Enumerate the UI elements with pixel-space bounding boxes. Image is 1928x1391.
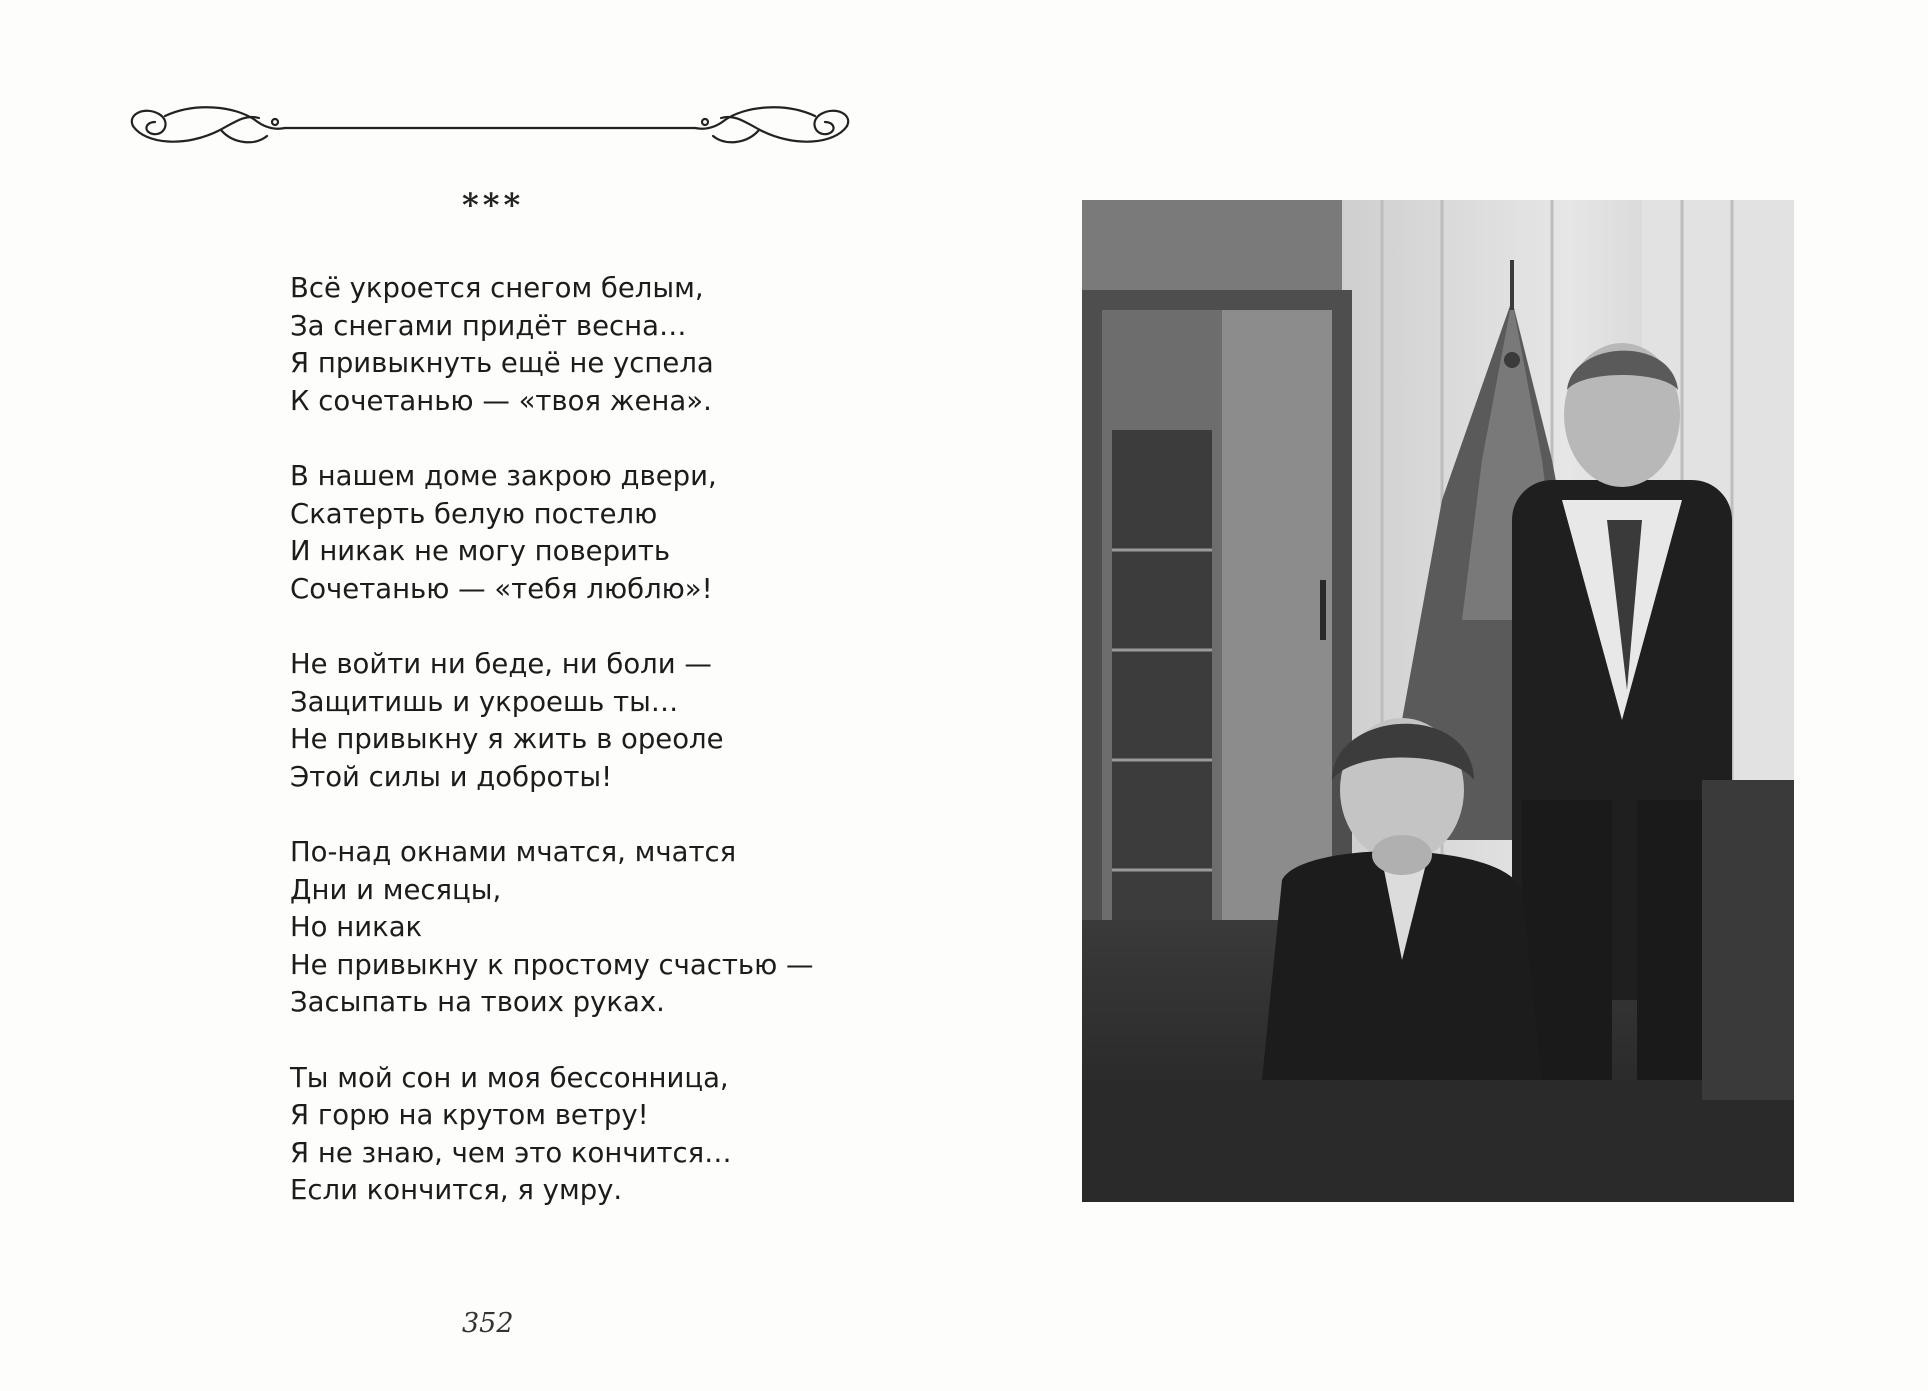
poem-line: Этой силы и доброты!	[290, 760, 613, 793]
poem-line: Скатерть белую постелю	[290, 497, 658, 530]
poem-line: И никак не могу поверить	[290, 535, 671, 567]
poem-line: Не привыкну к простому счастью —	[290, 948, 814, 981]
poem-line: Ты мой сон и моя бессонница,	[290, 1061, 729, 1094]
photo-image	[1082, 200, 1794, 1202]
poem-line: В нашем доме закрою двери,	[290, 460, 717, 492]
poem-line: Если кончится, я умру.	[290, 1174, 623, 1206]
poem-stanza	[290, 646, 850, 796]
poem-line: Защитишь и укроешь ты…	[290, 685, 679, 718]
poem-stanza	[290, 270, 850, 420]
poem-line: К сочетанью — «твоя жена».	[290, 384, 712, 417]
poem-line: Я не знаю, чем это кончится…	[290, 1136, 732, 1169]
poem-line: Но никак	[290, 911, 423, 943]
poem-stanza	[290, 834, 850, 1022]
photograph	[1082, 200, 1794, 1202]
poem-line: Не войти ни беде, ни боли —	[290, 648, 712, 680]
poem-line: Я горю на крутом ветру!	[290, 1099, 649, 1131]
poem	[290, 270, 850, 1248]
poem-stanza	[290, 1060, 850, 1210]
poem-line: Засыпать на твоих руках.	[290, 986, 665, 1018]
poem-line: Дни и месяцы,	[290, 873, 502, 906]
page-number: 352	[462, 1308, 514, 1339]
poem-stanza	[290, 458, 850, 608]
poem-line: За снегами придёт весна…	[290, 309, 687, 342]
poem-line: Всё укроется снегом белым,	[290, 272, 704, 304]
header-ornament	[125, 100, 855, 156]
section-mark: ***	[462, 186, 525, 224]
poem-line: Не привыкну я жить в ореоле	[290, 723, 724, 755]
poem-line: Я привыкнуть ещё не успела	[290, 347, 714, 379]
poem-line: Сочетанью — «тебя люблю»!	[290, 572, 713, 605]
poem-line: По-над окнами мчатся, мчатся	[290, 836, 737, 868]
